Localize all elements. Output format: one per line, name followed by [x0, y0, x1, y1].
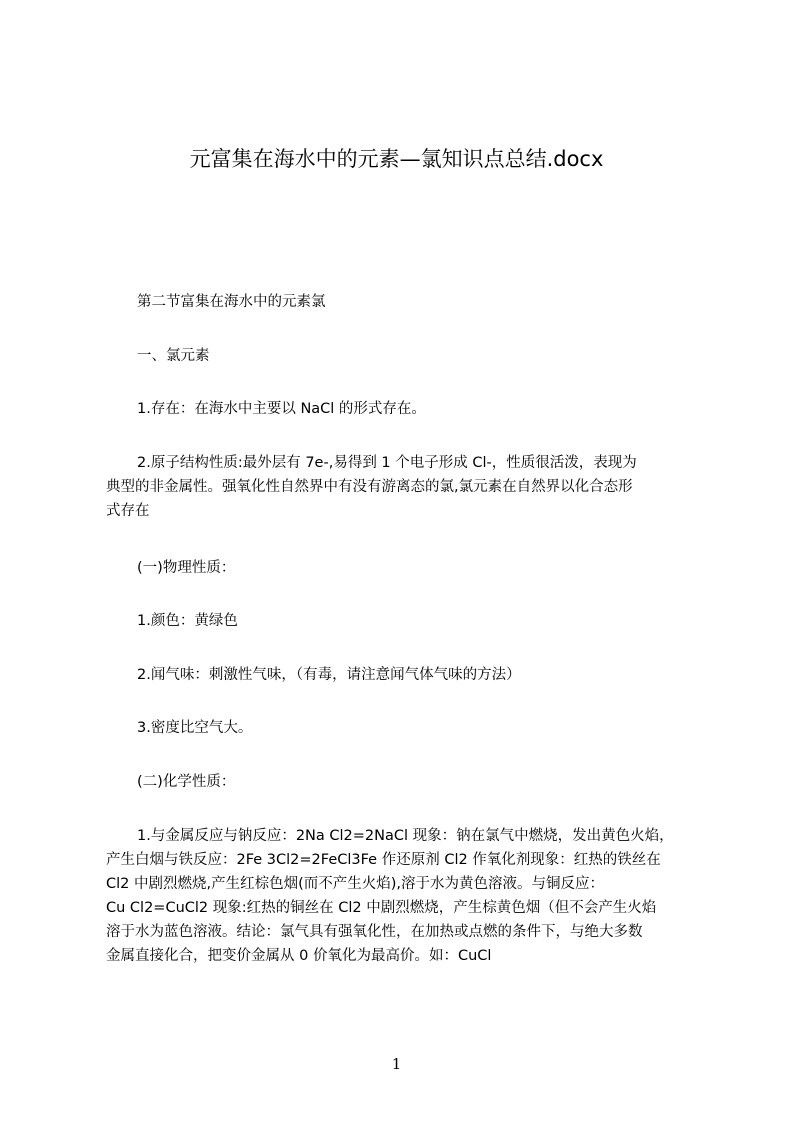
paragraph: [106, 716, 716, 740]
text-line: 1.与金属反应与钠反应：2Na Cl2=2NaCl 现象：钠在氯气中燃烧，发出黄色火焰，: [137, 828, 674, 844]
text-line: 一、氯元素: [137, 348, 210, 364]
text-line: (一)物理性质：: [137, 560, 236, 576]
paragraph: [106, 451, 716, 523]
text-line: 2.闻气味：刺激性气味，（有毒，请注意闻气体气味的方法）: [137, 667, 521, 683]
text-line: (二)化学性质：: [137, 774, 236, 790]
section-heading: [106, 290, 716, 314]
text-line: 1.颜色：黄绿色: [137, 613, 238, 629]
text-line: Cu Cl2=CuCl2 现象:红热的铜丝在 Cl2 中剧烈燃烧，产生棕黄色烟（但不会产生火焰: [106, 900, 657, 916]
subsection-heading: [106, 556, 716, 580]
text-line: 3.密度比空气大。: [137, 720, 253, 736]
paragraph: [106, 397, 716, 421]
text-line: 金属直接化合，把变价金属从 0 价氧化为最高价。如：CuCl: [106, 948, 492, 964]
text-line: 产生白烟与铁反应：2Fe 3Cl2=2FeCl3Fe 作还原剂 Cl2 作氧化剂现象：红热的铁丝在: [106, 852, 661, 868]
text-line: Cl2 中剧烈燃烧,产生红棕色烟(而不产生火焰),溶于水为黄色溶液。与铜反应：: [106, 876, 605, 892]
text-line: 1.存在：在海水中主要以 NaCl 的形式存在。: [137, 401, 426, 417]
text-line: 式存在: [106, 503, 150, 519]
text-line: 第二节富集在海水中的元素氯: [137, 294, 326, 310]
paragraph: [106, 824, 716, 968]
document-title: 元富集在海水中的元素—氯知识点总结.docx: [189, 147, 604, 171]
page-number: 1: [391, 1055, 402, 1073]
subsection-heading: [106, 344, 716, 368]
subsection-heading: [106, 770, 716, 794]
text-line: 2.原子结构性质:最外层有 7e-,易得到 1 个电子形成 Cl-，性质很活泼，表现为: [137, 455, 637, 471]
paragraph: [106, 663, 716, 687]
paragraph: [106, 609, 716, 633]
text-line: 典型的非金属性。强氧化性自然界中有没有游离态的氯,氯元素在自然界以化合态形: [106, 479, 633, 495]
text-line: 溶于水为蓝色溶液。结论：氯气具有强氧化性，在加热或点燃的条件下，与绝大多数: [106, 924, 643, 940]
